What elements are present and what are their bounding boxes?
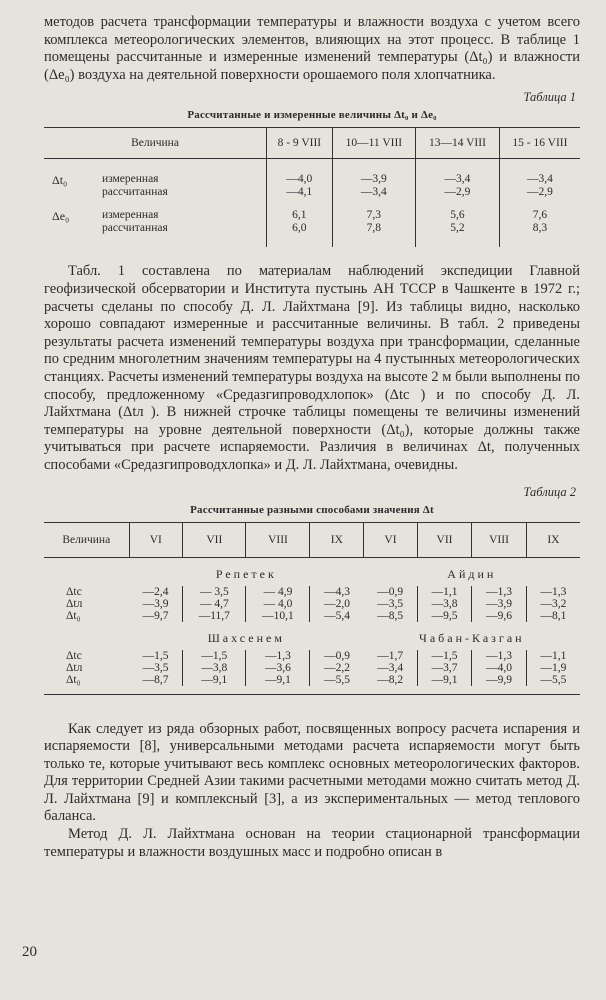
table2-value: —10,1 [262, 609, 294, 622]
table2-value: —8,2 [377, 673, 404, 686]
table2-cell [310, 586, 364, 622]
table2-symbol: Δtл [66, 661, 83, 674]
table1-name: рассчитанная [102, 186, 168, 199]
table2-value: —1,3 [486, 649, 512, 662]
table2-value: —0,9 [324, 649, 350, 662]
table2-value: —1,5 [431, 649, 458, 662]
table2-cell [417, 586, 471, 622]
table2-value: —5,5 [540, 673, 567, 686]
table2-value: —2,0 [324, 597, 350, 610]
table1-cell [332, 199, 415, 247]
table2-value: —1,1 [540, 649, 567, 662]
table1-header-col1: 8 - 9 VIII [267, 128, 333, 159]
paragraph-1: методов расчета трансформации температуры и влажности воздуха с учетом всего комплекса метеорологических элементов, влияющих на этот процесс. В таблице 1 помещены рассчитанные и измеренные изменений температуры (Δt₀) и влажности (Δe₀) воздуха на деятельной поверхности орошаемого поля хлопчатника. [44, 14, 580, 83]
paragraph-4: Метод Д. Л. Лайхтмана основан на теории стационарной трансформации температуры и влажности воздушных масс и подробно описан в [44, 826, 580, 860]
table2-value: —5,5 [324, 673, 350, 686]
table2-value: — 4,9 [263, 585, 293, 598]
table2-value: —3,2 [540, 597, 567, 610]
table2-cell [183, 650, 246, 686]
table2-symbol: Δtл [66, 597, 83, 610]
table2-cell [246, 650, 310, 686]
table2-cell [472, 650, 526, 686]
table1-cell [332, 159, 415, 200]
table2-cell [129, 586, 183, 622]
table2-value: —9,1 [201, 673, 228, 686]
table1-value: 6,0 [292, 222, 307, 235]
table1-value: —3,9 [360, 173, 387, 186]
station-shakhsenem: Шахсенем [207, 630, 285, 645]
table2-value: —9,1 [431, 673, 458, 686]
table2-value: —11,7 [198, 609, 230, 622]
table2-header-col: IX [310, 522, 364, 557]
table1-header-col2: 10—11 VIII [332, 128, 415, 159]
table2-value: —9,9 [486, 673, 512, 686]
table2-value: —1,5 [142, 649, 169, 662]
table2-symbols [44, 586, 129, 622]
table1-name: измеренная [102, 173, 159, 186]
table2-value: —0,9 [377, 585, 404, 598]
table2-cell [129, 650, 183, 686]
table2-label: Таблица 2 [523, 484, 576, 499]
table1-label: Таблица 1 [523, 90, 576, 105]
table1-cell [267, 199, 333, 247]
table2-cell [364, 650, 418, 686]
table1-value: —2,9 [527, 186, 553, 199]
table1-value: 6,1 [292, 209, 307, 222]
table2-cell [526, 650, 580, 686]
table2-value: —8,7 [142, 673, 169, 686]
table1 [44, 127, 580, 247]
table2-value: —3,9 [142, 597, 169, 610]
table2-header-col: VI [364, 522, 418, 557]
table2-value: —2,4 [142, 585, 169, 598]
table2-symbol: Δtс [66, 585, 82, 598]
table2-block2-values [44, 650, 580, 686]
table1-cell [416, 159, 500, 200]
table2-block1-values [44, 586, 580, 622]
table2-value: —3,7 [431, 661, 458, 674]
table1-value: 5,6 [450, 209, 465, 222]
table2-station-row [44, 622, 580, 650]
table1-cell [267, 159, 333, 200]
table2-value: —3,6 [265, 661, 291, 674]
table2-value: —1,1 [431, 585, 458, 598]
table2-value: —9,7 [142, 609, 169, 622]
table1-header-col4: 15 - 16 VIII [499, 128, 580, 159]
table2-symbol: Δt₀ [66, 609, 81, 622]
table2-value: —1,9 [540, 661, 567, 674]
table1-row-dt0 [44, 159, 580, 200]
paragraph-2: Табл. 1 составлена по материалам наблюдений экспедиции Главной геофизической обсерватории и Института пустынь АН ТССР в Чашкенте в 1972 г.; расчеты сделаны по способу Д. Л. Лайхтмана [9]. Из таблицы видно, насколько хорошо совпадают измеренные и рассчитанные величины. В табл. 2 приведены результаты расчета изменений температуры воздуха при трансформации, сделанные по средним многолетним значениям температуры на 4 пустынных метеорологических станциях. Расчеты изменений температуры воздуха на высоте 2 м были выполнены по способу, предложенному «Средазгипроводхлопок» (Δtс ) и по способу Д. Л. Лайхтмана (Δtл ). В нижней строчке таблицы помещены те величины изменений температуры на уровне деятельной поверхности (Δt₀), которые должны также учитываться при расчете испаряемости. Различия в величинах Δt, полученных способами «Средазгипроводхлопка» и Д. Л. Лайхтмана, очевидны. [44, 263, 580, 473]
table1-name: измеренная [102, 209, 159, 222]
table1-cell [499, 159, 580, 200]
page-content [44, 14, 580, 861]
paragraph-3: Как следует из ряда обзорных работ, посвященных вопросу расчета испарения и испаряемости [8], универсальными методами расчета испаряемости могут быть только те, которые учитывают весь комплекс основных метеорологических факторов. Для территории Средней Азии такими расчетными методами можно считать метод Д. Л. Лайхтмана [9] и комплексный [3], а из экспериментальных — метод теплового баланса. [44, 720, 580, 825]
table2-value: —9,6 [486, 609, 512, 622]
table2-value: —3,5 [142, 661, 169, 674]
table2-value: —3,8 [431, 597, 458, 610]
table2-value: — 3,5 [199, 585, 229, 598]
table2-cell [417, 650, 471, 686]
table2-header-col: VI [129, 522, 183, 557]
table1-value: 7,6 [532, 209, 548, 222]
station-chaban-kazgan: Чабан-Казган [419, 630, 525, 645]
table1-cell [499, 199, 580, 247]
table2-cell [183, 586, 246, 622]
table2-value: — 4,0 [263, 597, 293, 610]
table1-value: —3,4 [444, 173, 471, 186]
table2-caption: Рассчитанные разными способами значения Δt [190, 503, 434, 516]
table2 [44, 522, 580, 695]
table1-symbol: Δt₀ [52, 173, 68, 188]
table2-value: —1,7 [377, 649, 404, 662]
table1-header-col3: 13—14 VIII [416, 128, 500, 159]
table2-value: —4,0 [486, 661, 512, 674]
table2-value: —3,8 [201, 661, 228, 674]
table1-header-quantity: Величина [44, 128, 267, 159]
table2-header-col: VIII [472, 522, 526, 557]
table2-value: —3,5 [377, 597, 404, 610]
table2-station-row [44, 557, 580, 586]
table2-cell [310, 650, 364, 686]
table2-header-quantity: Величина [44, 522, 129, 557]
table2-symbols [44, 650, 129, 686]
table2-value: —5,4 [324, 609, 350, 622]
table2-header-col: VIII [246, 522, 310, 557]
table1-value: 8,3 [532, 222, 548, 235]
table1-cell [416, 199, 500, 247]
table1-value: —3,4 [360, 186, 387, 199]
table2-symbol: Δt₀ [66, 673, 81, 686]
table1-caption: Рассчитанные и измеренные величины Δt₀ и Δe₀ [187, 109, 437, 122]
table2-value: —1,5 [201, 649, 228, 662]
page-number: 20 [22, 944, 37, 960]
table2-value: —1,3 [540, 585, 567, 598]
table2-header-col: VII [183, 522, 246, 557]
table1-value: 5,2 [450, 222, 465, 235]
table1-value: 7,8 [366, 222, 382, 235]
table1-value: —4,0 [286, 173, 313, 186]
table2-symbol: Δtс [66, 649, 82, 662]
table1-row-de0 [44, 199, 580, 247]
table2-cell [246, 586, 310, 622]
table1-names [98, 199, 267, 247]
table2-header-col: IX [526, 522, 580, 557]
table1-value: —4,1 [286, 186, 313, 199]
table2-value: —9,1 [265, 673, 291, 686]
table1-symbol: Δe₀ [52, 209, 70, 224]
table2-value: —8,1 [540, 609, 567, 622]
table2-value: —2,2 [324, 661, 350, 674]
table1-value: —3,4 [527, 173, 553, 186]
station-aidin: Айдин [447, 566, 497, 581]
table2-value: —1,3 [486, 585, 512, 598]
table1-value: —2,9 [444, 186, 471, 199]
table2-value: —9,5 [431, 609, 458, 622]
table1-names [98, 159, 267, 200]
table2-value: —8,5 [377, 609, 404, 622]
table2-cell [526, 586, 580, 622]
table2-value: —3,9 [486, 597, 512, 610]
table2-cell [364, 586, 418, 622]
table2-value: —4,3 [324, 585, 350, 598]
table2-cell [472, 586, 526, 622]
station-repetek: Репетек [215, 566, 277, 581]
table1-value: 7,3 [366, 209, 382, 222]
table2-header-col: VII [417, 522, 471, 557]
table1-name: рассчитанная [102, 222, 168, 235]
table2-value: — 4,7 [199, 597, 229, 610]
table2-value: —1,3 [265, 649, 291, 662]
table2-value: —3,4 [377, 661, 404, 674]
